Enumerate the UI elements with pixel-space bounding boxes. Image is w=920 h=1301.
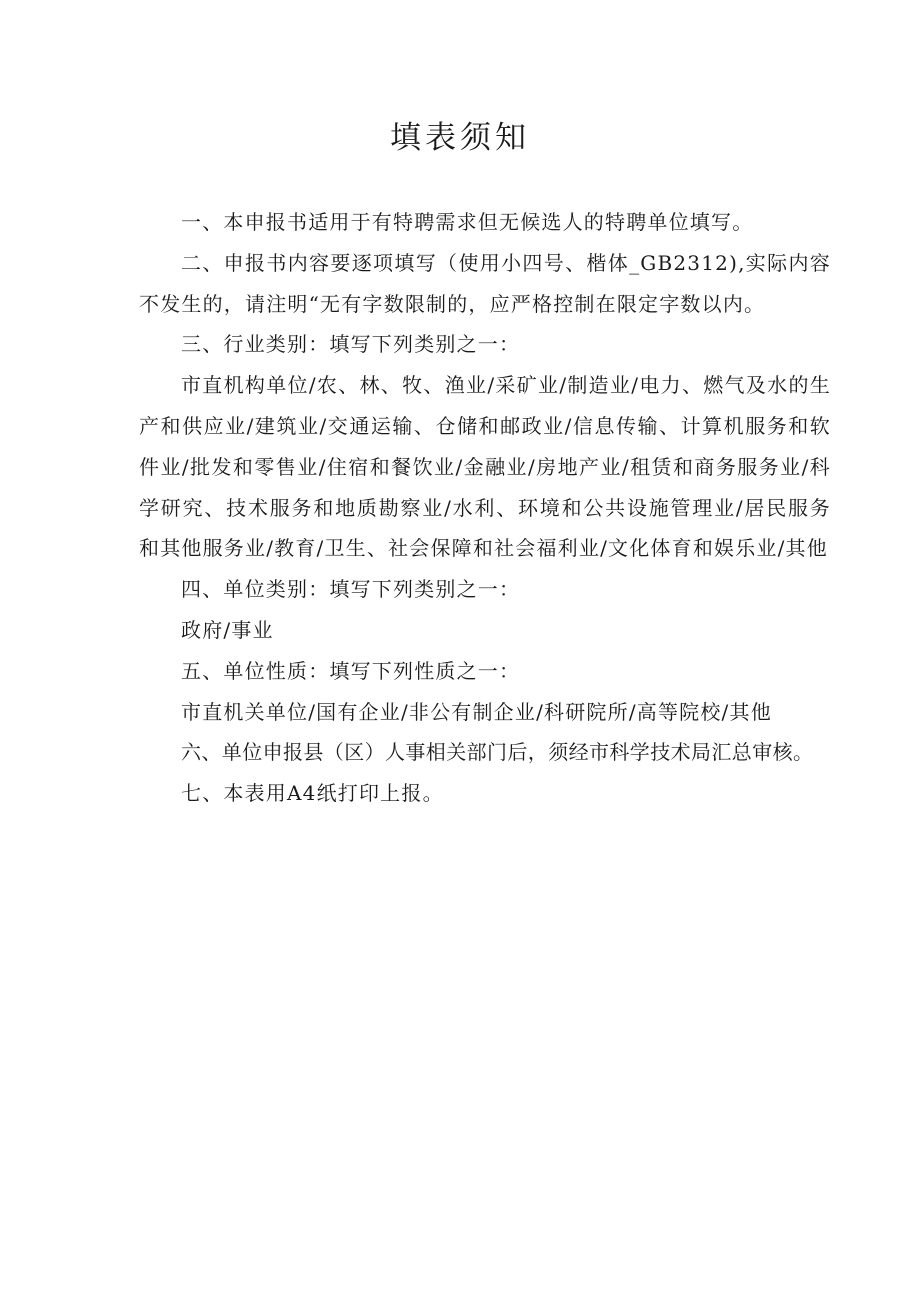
instruction-item-6: 六、单位申报县（区）人事相关部门后，须经市科学技术局汇总审核。	[181, 740, 814, 765]
unit-category-list: 政府/事业	[181, 617, 274, 642]
instruction-item-3: 三、行业类别：填写下列类别之一：	[181, 332, 521, 357]
unit-nature-list: 市直机关单位/国有企业/非公有制企业/科研院所/高等院校/其他	[181, 699, 772, 724]
instruction-item-7: 七、本表用A4纸打印上报。	[181, 781, 444, 806]
instruction-item-1: 一、本申报书适用于有特聘需求但无候选人的特聘单位填写。	[181, 210, 754, 234]
industry-category-list: 市直机构单位/农、林、牧、渔业/采矿业/制造业/电力、燃气及水的生产和供应业/建筑业/交通运输、仓储和邮政业/信息传输、计算机服务和软件业/批发和零售业/住宿和餐饮业/金融业/房地产业/租赁和商务服务业/科学研究、技术服务和地质勘察业/水利、环境和公共设施管理业/居民服务和其他服务业/教育/卫生、社会保障和社会福利业/文化体育和娱乐业/其他	[139, 373, 831, 561]
instruction-item-4: 四、单位类别：填写下列类别之一：	[181, 577, 521, 602]
instructions-body	[139, 202, 831, 814]
instruction-item-5: 五、单位性质：填写下列性质之一：	[181, 658, 521, 683]
instruction-item-2: 二、申报书内容要逐项填写（使用小四号、楷体_GB2312),实际内容不发生的，请注明“无有字数限制的，应严格控制在限定字数以内。	[139, 250, 831, 316]
page-title: 填表须知	[390, 120, 530, 156]
